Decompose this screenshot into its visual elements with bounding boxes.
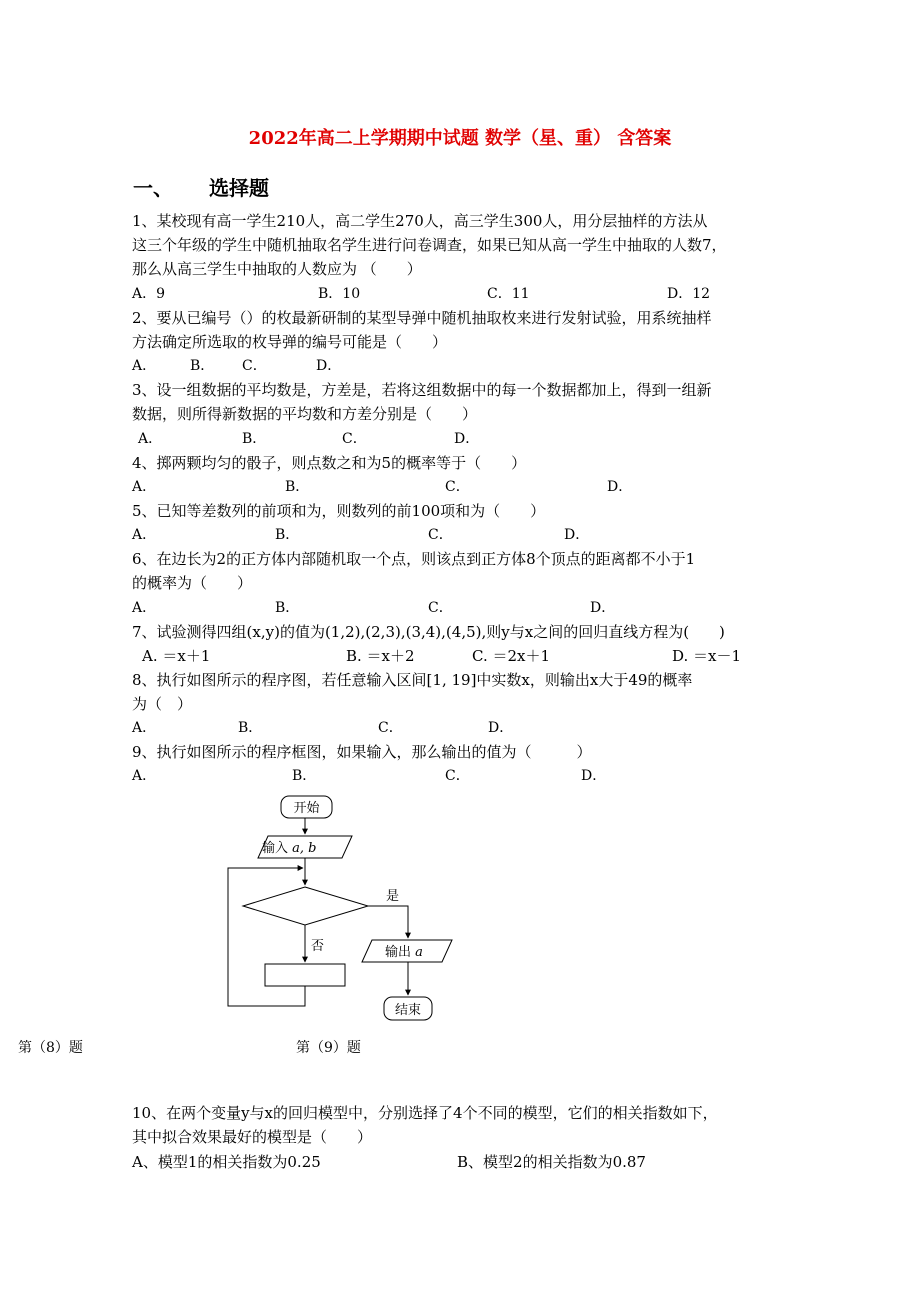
flowchart-output-var: a [415,945,423,960]
question-1-line-2: 这三个年级的学生中随机抽取名学生进行问卷调查，如果已知从高一学生中抽取的人数7， [132,236,727,254]
section-label: 选择题 [209,176,269,200]
q8-option-b: B． [238,720,263,736]
q7-option-d: D. ＝x－1 [672,647,742,665]
q10-option-a: A、模型1的相关指数为0.25 [132,1153,321,1171]
q7-option-b: B. ＝x＋2 [346,647,415,665]
q7-option-c: C. ＝2x＋1 [472,647,551,665]
q1-option-c: C．11 [487,286,530,302]
q5-option-a: A． [132,527,157,543]
section-number: 一、 [133,176,173,200]
q5-option-b: B． [275,527,300,543]
flowchart-yes-label: 是 [386,889,400,904]
flowchart-no-label: 否 [311,939,325,954]
figure-caption-8: 第（8）题 [18,1040,83,1056]
q2-option-b: B． [190,358,215,374]
q10-option-b: B、模型2的相关指数为0.87 [457,1153,646,1171]
q2-option-c: C． [242,358,267,374]
q8-option-c: C． [378,720,403,736]
q9-option-c: C． [445,768,470,784]
q4-option-b: B． [285,479,310,495]
question-4-line-1: 4、掷两颗均匀的骰子，则点数之和为5的概率等于（ ） [132,454,527,472]
q4-option-a: A． [132,479,157,495]
flowchart-output-text [385,944,423,960]
flowchart-process-box [265,964,345,986]
question-8-line-1: 8、执行如图所示的程序图，若任意输入区间[1, 19]中实数x，则输出x大于49的概率 [132,671,693,689]
q6-option-d: D． [590,600,616,616]
q4-option-d: D． [607,479,633,495]
q8-option-a: A． [132,720,157,736]
question-3-line-2: 数据，则所得新数据的平均数和方差分别是（ ） [132,405,478,423]
flowchart-input-vars: a, b [292,841,317,856]
q6-option-a: A． [132,600,157,616]
question-9-line-1: 9、执行如图所示的程序框图，如果输入，那么输出的值为（ ） [132,743,592,761]
q1-option-d: D．12 [667,286,711,302]
figure-caption-9: 第（9）题 [296,1040,361,1056]
q3-option-c: C． [342,431,367,447]
q5-option-c: C． [428,527,453,543]
page-title: 2022年高二上学期期中试题 数学（星、重） 含答案 [248,128,672,149]
question-8-line-2: 为（ ） [132,695,193,713]
flowchart-output-label: 输出 [385,945,416,960]
q6-option-c: C． [428,600,453,616]
flowchart-arrow-yes [368,906,408,938]
flowchart-end-label: 结束 [394,1003,422,1018]
question-2-line-2: 方法确定所选取的枚导弹的编号可能是（ ） [132,333,448,351]
q2-option-a: A． [132,358,157,374]
question-6-line-1: 6、在边长为2的正方体内部随机取一个点，则该点到正方体8个顶点的距离都不小于1 [132,550,696,568]
q3-option-d: D． [454,431,480,447]
question-3-line-1: 3、设一组数据的平均数是，方差是，若将这组数据中的每一个数据都加上，得到一组新 [132,381,712,399]
q8-option-d: D． [488,720,514,736]
question-1-line-1: 1、某校现有高一学生210人，高二学生270人，高三学生300人，用分层抽样的方法从 [132,212,708,230]
question-5-line-1: 5、已知等差数列的前项和为，则数列的前100项和为（ ） [132,502,546,520]
q3-option-b: B． [242,431,267,447]
question-2-line-1: 2、要从已编号（）的枚最新研制的某型导弹中随机抽取枚来进行发射试验，用系统抽样 [132,309,712,327]
q5-option-d: D． [564,527,590,543]
q3-option-a: A． [138,431,163,447]
q9-option-d: D． [581,768,607,784]
question-1-line-3: 那么从高三学生中抽取的人数应为 （ ） [132,260,422,278]
flowchart-input-label: 输入 [262,841,293,856]
q9-option-b: B． [292,768,317,784]
question-10-line-2: 其中拟合效果最好的模型是（ ） [132,1128,373,1146]
q1-option-b: B．10 [318,286,361,302]
q1-option-a: A．9 [132,286,166,302]
flowchart-input-text [262,840,316,856]
question-7-line-1: 7、试验测得四组(x,y)的值为(1,2),(2,3),(3,4),(4,5),则y与x之间的回归直线方程为( ) [132,623,725,641]
q9-option-a: A． [132,768,157,784]
q6-option-b: B． [275,600,300,616]
flowchart-start-label: 开始 [293,801,320,816]
question-6-line-2: 的概率为（ ） [132,574,253,592]
question-10-line-1: 10、在两个变量y与x的回归模型中，分别选择了4个不同的模型，它们的相关指数如下， [132,1104,718,1122]
q2-option-d: D． [316,358,342,374]
q7-option-a: A. ＝x＋1 [142,647,211,665]
flowchart-decision [243,887,368,925]
q4-option-c: C． [445,479,470,495]
